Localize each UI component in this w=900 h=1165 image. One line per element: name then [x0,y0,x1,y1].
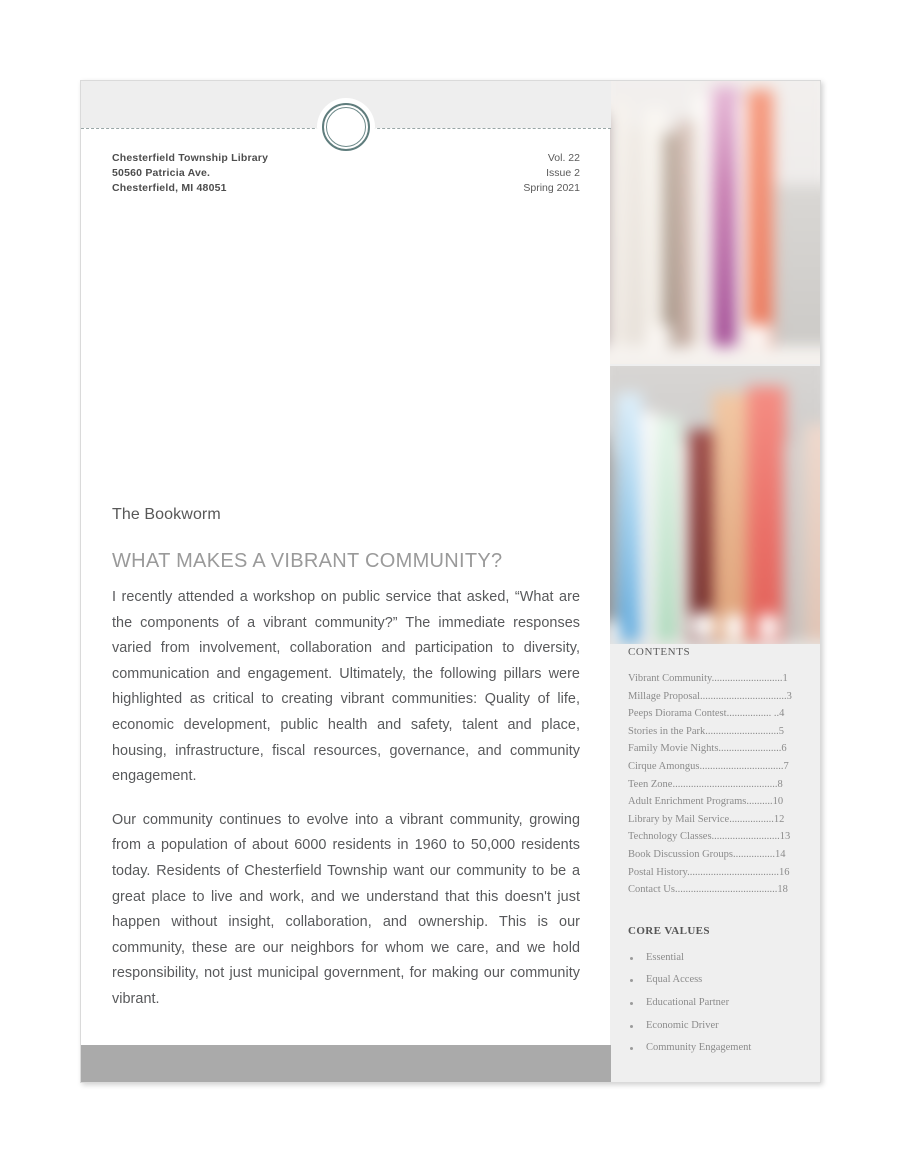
library-name: Chesterfield Township Library [112,152,269,164]
toc-entry[interactable] [628,864,804,882]
toc-entry-label: Technology Classes [628,831,712,843]
toc-entry-label: Adult Enrichment Programs [628,796,747,808]
toc-entry-label: Family Movie Nights [628,743,719,755]
footer-bar [81,1045,611,1082]
bookshelf-photo-top [610,81,820,364]
toc-dot-leader: ................ [733,848,776,860]
toc-entry[interactable] [628,670,804,688]
toc-dot-leader: ............................ [705,725,779,737]
article-headline: WHAT MAKES A VIBRANT COMMUNITY? [112,550,503,572]
toc-entry-label: Millage Proposal [628,690,701,702]
toc-page-number: 3 [786,690,792,702]
toc-entry-label: Cirque Amongus [628,760,700,772]
core-value-item: Equal Access [628,969,804,992]
toc-page-number: 10 [772,796,784,808]
toc-entry[interactable] [628,705,804,723]
toc-dot-leader: ....................................... [674,884,778,896]
toc-page-number: 1 [782,673,788,684]
library-seal-circle-icon [322,103,370,151]
season-label: Spring 2021 [523,182,580,194]
toc-entry[interactable] [628,758,804,776]
toc-page-number: 7 [783,760,789,772]
bookshelf-photo-bottom [610,366,820,644]
toc-entry-label: Book Discussion Groups [628,848,734,860]
volume-label: Vol. 22 [547,152,580,164]
toc-page-number: 12 [773,813,785,825]
city-state-zip: Chesterfield, MI 48051 [112,182,227,194]
contents-panel [610,646,820,1060]
toc-page-number: 4 [779,708,785,720]
toc-dot-leader: ................................... [687,866,779,878]
newsletter-page [80,80,821,1083]
toc-dot-leader: .......................... [711,831,780,843]
toc-page-number: 8 [777,778,783,790]
right-rail [610,81,820,1082]
toc-page-number: 16 [779,866,790,878]
toc-dot-leader: ........................................ [672,778,778,790]
toc-entry[interactable] [628,723,804,741]
toc-entry-label: Teen Zone [628,778,673,790]
toc-entry-label: Contact Us [628,884,675,896]
toc-entry-label: Stories in the Park [628,725,706,737]
toc-entry[interactable] [628,881,804,899]
masthead-address-block [112,151,268,196]
issue-label: Issue 2 [546,167,580,179]
toc-dot-leader: ................................ [699,760,784,772]
toc-entry[interactable] [628,846,804,864]
toc-entry-label: Library by Mail Service [628,813,730,825]
toc-entry[interactable] [628,793,804,811]
article-paragraph: I recently attended a workshop on public service that asked, “What are the components of a vibrant community?” The immediate responses varied from involvement, collaboration and participation to diversity, communication and engagement. Ultimately, the following pillars were highlighted as critical to creating vibrant communities: Quality of life, economic development, public health and safety, talent and place, housing, infrastructure, fiscal resources, governance, and community engagement. [112,589,580,785]
toc-dot-leader: ................. [729,813,774,825]
toc-entry-label: Postal History [628,866,688,878]
toc-dot-leader: ........................... [711,673,783,684]
contents-title: CONTENTS [628,646,691,658]
core-value-item: Essential [628,947,804,970]
toc-entry[interactable] [628,740,804,758]
toc-entry[interactable] [628,688,804,706]
bookshelf-artwork [610,366,820,644]
toc-dot-leader: ................................. [700,690,787,702]
core-value-item: Educational Partner [628,992,804,1015]
toc-page-number: 6 [781,743,787,755]
core-value-item: Community Engagement [628,1037,804,1060]
toc-dot-leader: ........................ [718,743,782,755]
masthead-issue-block [523,151,580,196]
core-value-item: Economic Driver [628,1015,804,1038]
masthead [112,151,580,196]
article-paragraph: Our community continues to evolve into a vibrant community, growing from a population of about 6000 residents in 1960 to 50,000 residents today. Residents of Chesterfield Township want our community to be a great place to live and work, and we understand that this doesn't just happen without insight, collaboration, and ownership. This is our community, these are our neighbors for whom we care, and we hold responsibility, not just municipal government, for making our community vibrant. [112,811,580,1007]
toc-dot-leader: .......... [746,796,773,808]
table-of-contents [628,670,804,899]
toc-entry[interactable] [628,828,804,846]
toc-entry-label: Vibrant Community [628,673,712,684]
toc-entry[interactable] [628,811,804,829]
toc-page-number: 5 [778,725,785,737]
toc-page-number: 14 [775,848,786,860]
lead-article [112,506,580,1013]
toc-page-number: 13 [779,831,791,843]
toc-page-number: 18 [777,884,788,896]
core-values-title: CORE VALUES [628,924,710,937]
toc-entry-label: Peeps Diorama Contest [628,708,727,720]
toc-entry[interactable] [628,776,804,794]
toc-dot-leader: ................. .. [726,708,780,720]
core-values-list [628,947,804,1060]
bookshelf-artwork [610,81,820,364]
street-address: 50560 Patricia Ave. [112,167,211,179]
article-kicker: The Bookworm [112,506,221,523]
